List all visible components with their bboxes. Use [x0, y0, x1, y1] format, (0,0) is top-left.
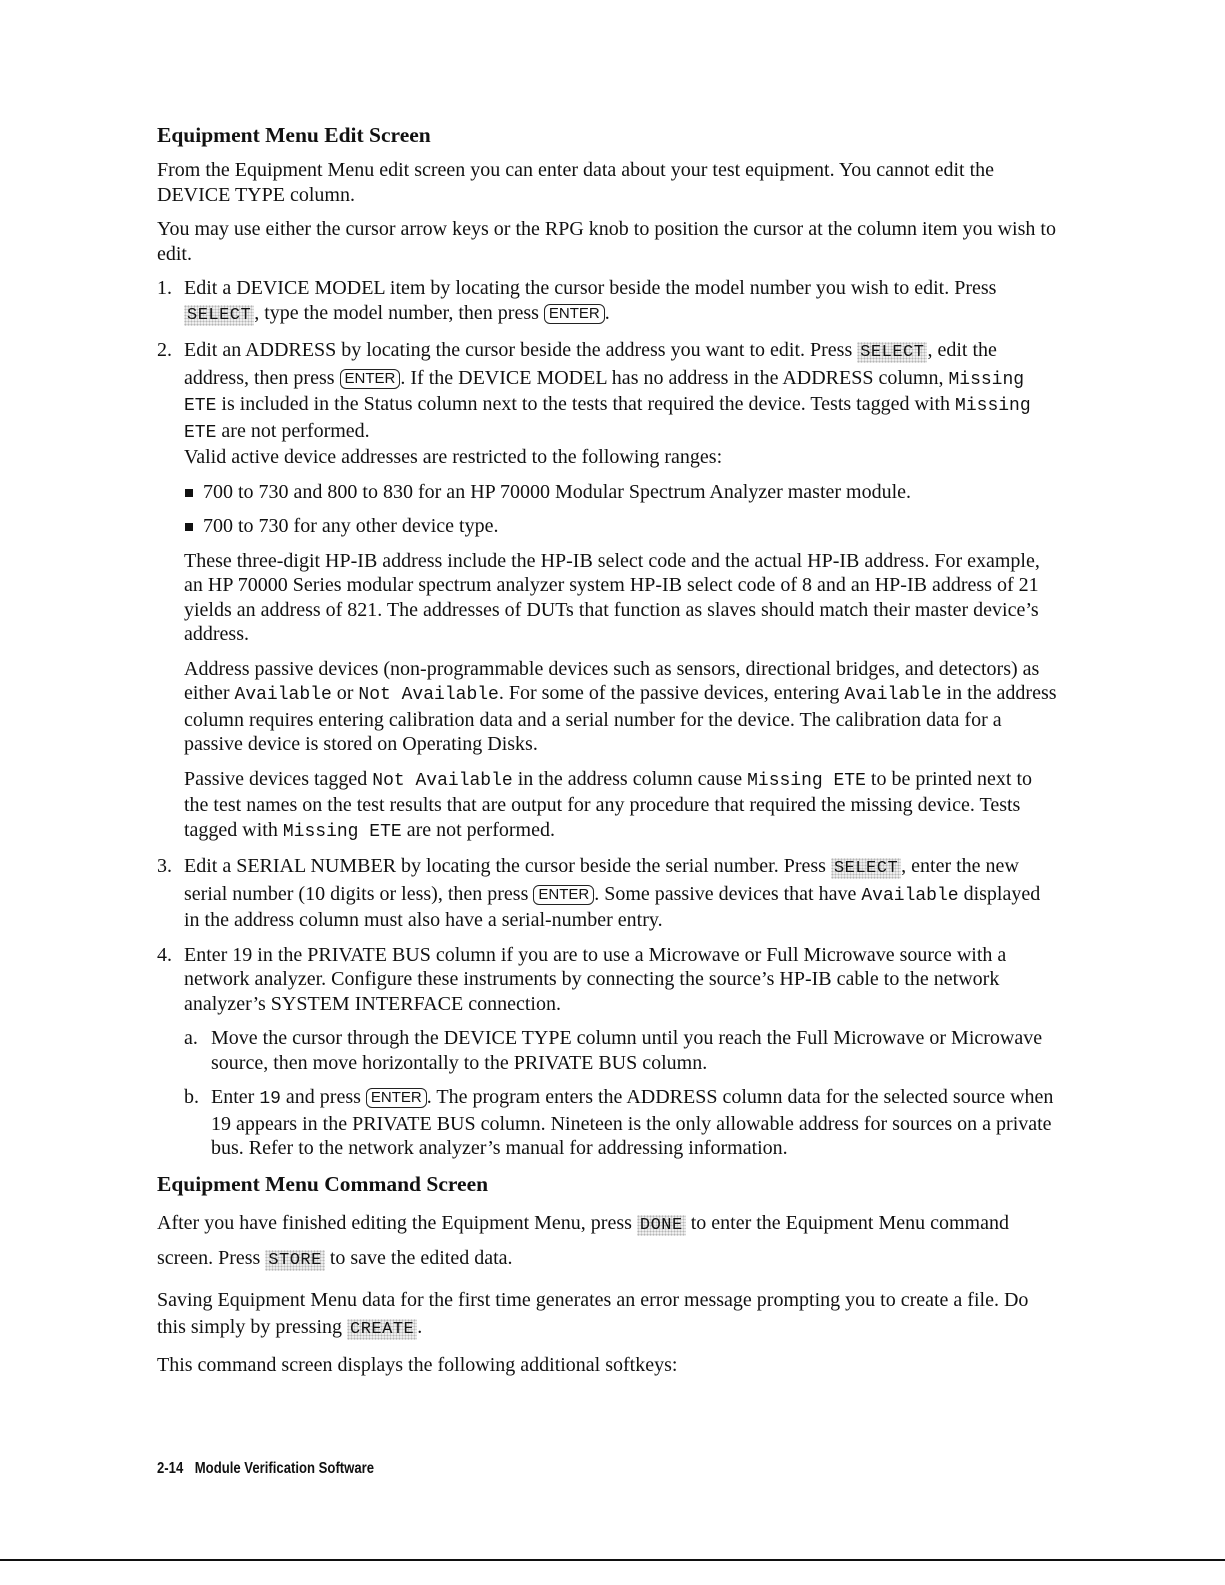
- status-code: Not Available: [372, 770, 513, 791]
- create-softkey[interactable]: CREATE: [347, 1319, 417, 1340]
- passive-devices-paragraph: Address passive devices (non-programmable devices such as sensors, directional bridges, and detectors) as either Available or Not Available. For some of the passive devices, entering Available in the address column requires entering calibration data and a serial number for the device. The calibration data for a passive device is stored on Operating Disks.: [184, 657, 1057, 755]
- status-code: Not Available: [358, 685, 499, 705]
- private-bus-substeps: [184, 1026, 1057, 1161]
- status-code: Available: [861, 885, 959, 906]
- substep-a: a. Move the cursor through the DEVICE TYPE column until you reach the Full Microwave or Microwave source, then move horizontally to the PRIVATE BUS column.: [184, 1027, 1043, 1074]
- step-serial-number: 3. Edit a SERIAL NUMBER by locating the cursor beside the serial number. Press SELECT , enter the new serial number (10 digits or less), then press ENTER . Some passive devices that have Available displayed in the address column must also have a serial-number entry.: [157, 855, 1041, 931]
- step-address: [157, 338, 1057, 844]
- enter-key[interactable]: ENTER: [366, 1088, 427, 1108]
- step-number: 1.: [157, 277, 172, 299]
- store-softkey[interactable]: STORE: [265, 1250, 325, 1271]
- status-code: Available: [234, 685, 332, 705]
- entry-code: 19: [259, 1089, 281, 1109]
- substep-letter: a.: [184, 1027, 198, 1049]
- status-code: Available: [844, 685, 942, 705]
- step-device-model: 1. Edit a DEVICE MODEL item by locating the cursor beside the model number you wish to edit. Press SELECT , type the model number, then press ENTER .: [157, 277, 997, 325]
- page-footer: [157, 1457, 374, 1482]
- status-code: Missing ETE: [184, 369, 1025, 416]
- section-heading-command-screen: Equipment Menu Command Screen: [157, 1171, 489, 1196]
- step-number: 4.: [157, 943, 172, 966]
- edit-steps-list: [157, 276, 1057, 1161]
- cursor-paragraph: You may use either the cursor arrow keys or the RPG knob to position the cursor at the column item you wish to edit.: [157, 218, 1056, 265]
- softkeys-intro: This command screen displays the following additional softkeys:: [157, 1353, 678, 1376]
- done-store-paragraph: After you have finished editing the Equipment Menu, press DONE to enter the Equipment Menu command screen. Press STORE to save the edited data.: [157, 1211, 1009, 1270]
- step-address-text: Edit an ADDRESS by locating the cursor beside the address you want to edit. Press SELECT , edit the address, then press ENTER . If the DEVICE MODEL has no address in the ADDRESS column, Missing ETE is included in the Status column next to the tests that required the device. Tests tagged with Missing ETE are not performed. Valid active device addresses are restricted to the following ranges:: [184, 339, 1031, 468]
- bullet-square-icon: [185, 489, 193, 497]
- list-item: 700 to 730 for any other device type.: [184, 514, 1057, 539]
- select-softkey[interactable]: SELECT: [831, 858, 901, 879]
- manual-page: [157, 122, 1057, 1387]
- substep-letter: b.: [184, 1086, 199, 1108]
- step-number: 3.: [157, 855, 172, 877]
- section-heading-edit-screen: Equipment Menu Edit Screen: [157, 123, 431, 147]
- private-bus-paragraph: Enter 19 in the PRIVATE BUS column if you are to use a Microwave or Full Microwave source with a network analyzer. Configure these instruments by connecting the source’s HP-IB cable to the network analyzer’s SYSTEM INTERFACE connection.: [184, 943, 1007, 1015]
- enter-key[interactable]: ENTER: [533, 885, 594, 905]
- enter-key[interactable]: ENTER: [544, 304, 605, 324]
- hpib-paragraph: These three-digit HP-IB address include the HP-IB select code and the actual HP-IB address. For example, an HP 70000 Series modular spectrum analyzer system HP-IB select code of 8 and an HP-IB address of 21 yields an address of 821. The addresses of DUTs that function as slaves should match their master device’s address.: [184, 549, 1040, 645]
- done-softkey[interactable]: DONE: [637, 1215, 686, 1236]
- chapter-title: Module Verification Software: [194, 1460, 375, 1477]
- step-private-bus: [157, 943, 1057, 1161]
- status-code: Missing ETE: [747, 770, 866, 791]
- substep-b: b. Enter 19 and press ENTER . The program enters the ADDRESS column data for the selected source when 19 appears in the PRIVATE BUS column. Nineteen is the only allowable address for sources on a private bus. Refer to the network analyzer’s manual for addressing information.: [184, 1086, 1054, 1159]
- create-file-paragraph: Saving Equipment Menu data for the first time generates an error message prompting you to create a file. Do this simply by pressing CREATE .: [157, 1288, 1029, 1339]
- valid-ranges-intro: Valid active device addresses are restricted to the following ranges:: [184, 446, 723, 468]
- list-item: 700 to 730 and 800 to 830 for an HP 70000 Modular Spectrum Analyzer master module.: [184, 480, 1057, 505]
- bottom-divider: [0, 1559, 1225, 1561]
- tagged-devices-paragraph: Passive devices tagged Not Available in the address column cause Missing ETE to be printed next to the test names on the test results that are output for any procedure that required the missing device. Tests tagged with Missing ETE are not performed.: [184, 767, 1032, 842]
- enter-key[interactable]: ENTER: [340, 369, 401, 389]
- select-softkey[interactable]: SELECT: [857, 342, 927, 363]
- bullet-square-icon: [185, 523, 193, 531]
- address-range-list: [184, 480, 1057, 539]
- status-code: Missing ETE: [282, 821, 402, 842]
- step-number: 2.: [157, 339, 172, 361]
- intro-paragraph: From the Equipment Menu edit screen you can enter data about your test equipment. You cannot edit the DEVICE TYPE column.: [157, 159, 995, 206]
- page-number: 2-14: [157, 1460, 184, 1477]
- select-softkey[interactable]: SELECT: [184, 305, 254, 326]
- status-code: Missing ETE: [184, 396, 1031, 443]
